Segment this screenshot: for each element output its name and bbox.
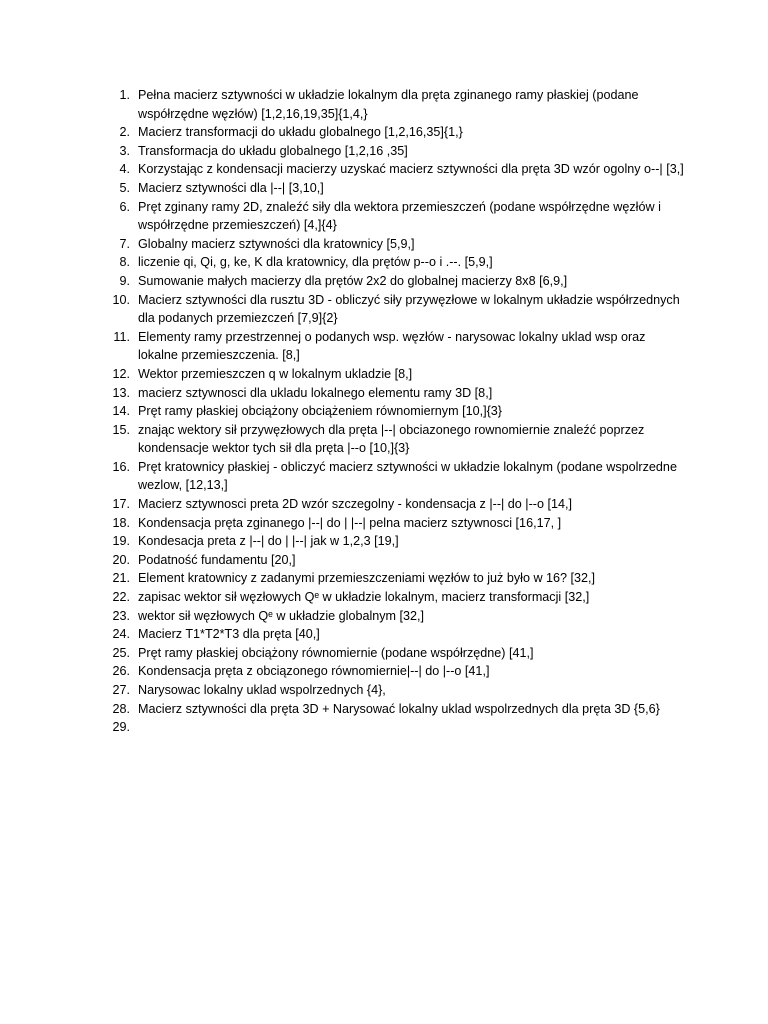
list-item-text: wektor sił węzłowych Qᵉ w układzie globalnym [32,] [138,608,425,623]
list-item-text: liczenie qi, Qi, g, ke, K dla kratownicy, dla prętów p--o i .--. [5,9,] [138,255,493,270]
list-item-number: 14. [112,404,130,419]
list-item-number: 18. [112,515,130,530]
list-item-text: Kondensacja pręta zginanego |--| do | |--| pelna macierz sztywnosci [16,17, ] [138,515,562,530]
list-item [104,625,684,644]
list-item-text [138,718,684,737]
list-item-number: 19. [112,534,130,549]
list-item-number: 23. [112,608,130,623]
list-item-number: 6. [119,199,130,214]
list-item-number: 24. [112,627,130,642]
list-item-number: 26. [112,664,130,679]
list-item-number: 3. [119,143,130,158]
list-item [104,328,684,365]
list-item [104,384,684,403]
list-item-text: Wektor przemieszczen q w lokalnym ukladzie [8,] [138,366,413,381]
list-item-text: Macierz sztywności dla |--| [3,10,] [138,180,324,195]
list-item-text: Elementy ramy przestrzennej o podanych wsp. węzłów - narysowac lokalny uklad wsp oraz lokalne przemieszczenia. [8,] [138,329,646,363]
list-item [104,235,684,254]
list-item [104,514,684,533]
list-item [104,253,684,272]
list-item [104,142,684,161]
list-item [104,160,684,179]
list-item-text: Element kratownicy z zadanymi przemieszczeniami węzłów to już było w 16? [32,] [138,571,596,586]
list-item [104,718,684,737]
list-item-number: 9. [119,273,130,288]
list-item [104,272,684,291]
list-item-text: Pręt zginany ramy 2D, znaleźć siły dla wektora przemieszczeń (podane współrzędne węzłów i współrzędne przemieszczeń) [4,]{4} [138,199,661,233]
list-item-number: 20. [112,552,130,567]
list-item-text: Korzystając z kondensacji macierzy uzyskać macierz sztywności dla pręta 3D wzór ogolny o--| [3,] [138,162,684,177]
list-item-number: 29. [112,720,130,735]
list-item [104,607,684,626]
list-item [104,700,684,719]
list-item [104,179,684,198]
list-item [104,458,684,495]
list-item-number: 8. [119,255,130,270]
list-item-text: Podatność fundamentu [20,] [138,552,296,567]
list-item-text: Macierz sztywności dla rusztu 3D - obliczyć siły przywęzłowe w lokalnym układzie współrzednych dla podanych przemiezczeń [7,9]{2} [138,292,680,326]
list-item [104,644,684,663]
list-item-number: 16. [112,459,130,474]
list-item-number: 4. [119,162,130,177]
list-item [104,551,684,570]
list-item-number: 28. [112,701,130,716]
list-item-text: macierz sztywnosci dla ukladu lokalnego elementu ramy 3D [8,] [138,385,493,400]
list-item [104,365,684,384]
list-item-number: 17. [112,497,130,512]
list-item-number: 1. [119,88,130,102]
list-item-number: 15. [112,422,130,437]
list-item-text: Pręt ramy płaskiej obciążony obciążeniem równomiernym [10,]{3} [138,404,502,419]
list-item [104,662,684,681]
list-item [104,681,684,700]
list-item [104,198,684,235]
list-item [104,421,684,458]
list-item-number: 10. [112,292,130,307]
list-item-text: Macierz sztywności dla pręta 3D + Narysować lokalny uklad wspolrzednych dla pręta 3D {5,6} [138,701,660,716]
list-item [104,532,684,551]
list-item-text: Pełna macierz sztywności w układzie lokalnym dla pręta zginanego ramy płaskiej (podane współrzędne węzłów) [1,2,16,19,35]{1,4,} [138,88,639,121]
list-item [104,495,684,514]
list-item [104,569,684,588]
list-item-text: Kondesacja preta z |--| do | |--| jak w 1,2,3 [19,] [138,534,399,549]
list-item-number: 27. [112,683,130,697]
list-item [104,123,684,142]
list-item-text: Pręt ramy płaskiej obciążony równomiernie (podane współrzędne) [41,] [138,645,534,660]
list-item-text: Globalny macierz sztywności dla kratownicy [5,9,] [138,236,415,251]
list-item-text: Macierz sztywnosci preta 2D wzór szczegolny - kondensacja z |--| do |--o [14,] [138,497,572,512]
list-item-text: Narysowac lokalny uklad wspolrzednych {4}, [138,683,386,697]
list-item [104,86,684,123]
list-item-text: zapisac wektor sił węzłowych Qᵉ w układzie lokalnym, macierz transformacji [32,] [138,590,590,605]
list-item-text: Kondensacja pręta z obciązonego równomiernie|--| do |--o [41,] [138,664,490,679]
list-item-text: Transformacja do układu globalnego [1,2,16 ,35] [138,143,408,158]
list-item-number: 11. [113,329,130,344]
list-item-number: 5. [119,180,130,195]
list-item-number: 7. [119,236,130,251]
list-item [104,291,684,328]
list-item [104,588,684,607]
list-item-text: znając wektory sił przywęzłowych dla pręta |--| obciazonego rownomiernie znaleźć poprzez kondensacje wektor tych sił dla pręta |--o [10,]{3} [138,422,645,456]
list-item-number: 13. [112,385,130,400]
list-item-text: Macierz T1*T2*T3 dla pręta [40,] [138,627,320,642]
list-item-number: 22. [112,590,130,605]
list-item-text: Macierz transformacji do układu globalnego [1,2,16,35]{1,} [138,125,463,140]
list-item-text: Pręt kratownicy płaskiej - obliczyć macierz sztywności w układzie lokalnym (podane wspolrzedne wezlow, [12,13,] [138,459,677,493]
list-item-number: 2. [119,125,130,140]
list-item-text: Sumowanie małych macierzy dla prętów 2x2 do globalnej macierzy 8x8 [6,9,] [138,273,568,288]
list-item-number: 12. [112,366,130,381]
list-item-number: 25. [112,645,130,660]
list-item [104,402,684,421]
numbered-list [104,86,684,737]
list-item-number: 21. [112,571,130,586]
